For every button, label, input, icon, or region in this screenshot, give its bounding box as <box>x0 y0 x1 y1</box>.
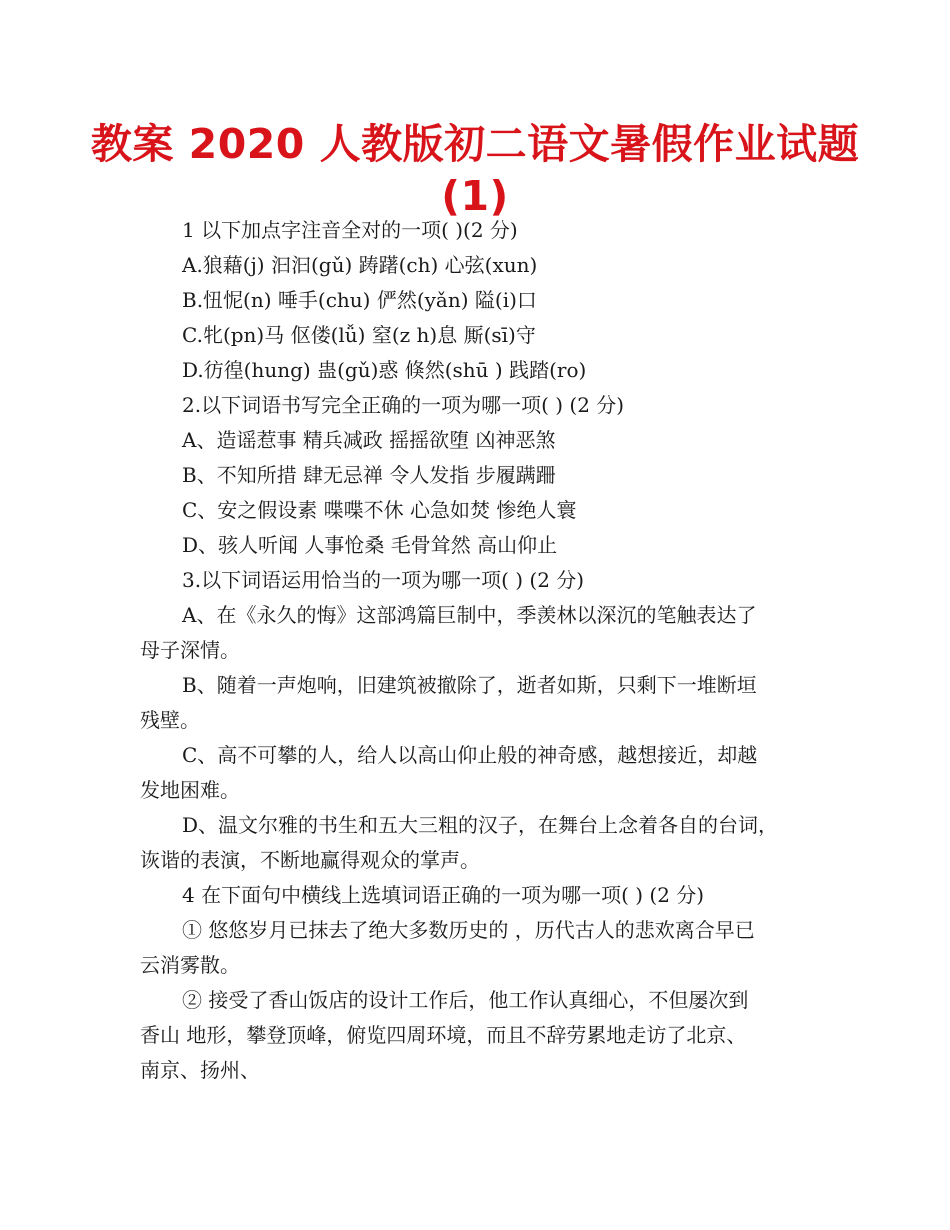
question-4-sentence-1-cont: 云消雾散。 <box>140 953 240 977</box>
question-3-option-b: B、随着一声炮响，旧建筑被撤除了，逝者如斯，只剩下一堆断垣 <box>182 673 757 697</box>
document-title <box>0 118 950 222</box>
question-3-option-a: A、在《永久的悔》这部鸿篇巨制中，季羡林以深沉的笔触表达了 <box>182 603 757 627</box>
question-3-stem: 3.以下词语运用恰当的一项为哪一项( ) (2 分) <box>182 568 585 592</box>
question-4-sentence-1: ① 悠悠岁月已抹去了绝大多数历史的 ，历代古人的悲欢离合早已 <box>182 918 755 942</box>
question-2-option-a: A、造谣惹事 精兵减政 摇摇欲堕 凶神恶煞 <box>182 428 556 452</box>
question-3-option-c: C、高不可攀的人，给人以高山仰止般的神奇感，越想接近，却越 <box>182 743 758 767</box>
question-2-option-b: B、不知所措 肆无忌禅 令人发指 步履蹒跚 <box>182 463 556 487</box>
question-2-option-c: C、安之假设素 喋喋不休 心急如焚 惨绝人寰 <box>182 498 577 522</box>
question-3-option-b-cont: 残壁。 <box>140 708 200 732</box>
question-1-option-a: A.狼藉(j) 汩汩(gǔ) 踌躇(ch) 心弦(xun) <box>182 253 538 277</box>
question-1-stem: 1 以下加点字注音全对的一项( )(2 分) <box>182 218 518 242</box>
title-line-1: 教案 2020 人教版初二语文暑假作业试题 <box>90 120 860 168</box>
question-2-stem: 2.以下词语书写完全正确的一项为哪一项( ) (2 分) <box>182 393 625 417</box>
question-1-option-b: B.忸怩(n) 唾手(chu) 俨然(yǎn) 隘(i)口 <box>182 288 537 312</box>
document-body <box>140 213 820 1088</box>
question-3-option-d: D、温文尔雅的书生和五大三粗的汉子，在舞台上念着各自的台词， <box>182 813 779 837</box>
question-4-stem: 4 在下面句中横线上选填词语正确的一项为哪一项( ) (2 分) <box>182 883 705 907</box>
question-4-sentence-2-cont-2: 南京、扬州、 <box>140 1058 260 1082</box>
question-3-option-c-cont: 发地困难。 <box>140 778 240 802</box>
question-4-sentence-2-cont: 香山 地形，攀登顶峰，俯览四周环境，而且不辞劳累地走访了北京、 <box>140 1023 747 1047</box>
question-1-option-d: D.彷徨(hung) 蛊(gǔ)惑 倏然(shū ) 践踏(ro) <box>182 358 587 382</box>
question-4-sentence-2: ② 接受了香山饭店的设计工作后，他工作认真细心，不但屡次到 <box>182 988 749 1012</box>
question-3-option-d-cont: 诙谐的表演，不断地赢得观众的掌声。 <box>140 848 480 872</box>
question-3-option-a-cont: 母子深情。 <box>140 638 240 662</box>
question-2-option-d: D、骇人听闻 人事怆桑 毛骨耸然 高山仰止 <box>182 533 558 557</box>
question-1-option-c: C.牝(pn)马 伛偻(lǚ) 窒(z h)息 厮(sī)守 <box>182 323 536 347</box>
title-line-2: (1) <box>441 172 509 220</box>
